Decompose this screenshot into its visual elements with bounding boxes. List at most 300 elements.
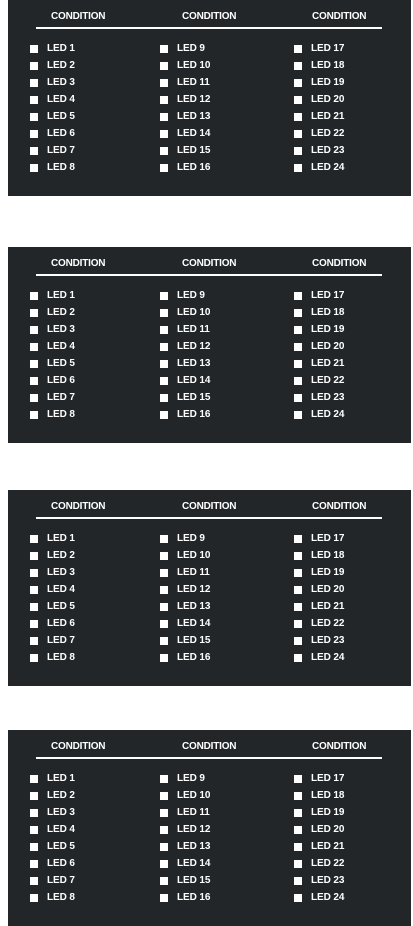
led-indicator-icon <box>294 877 302 885</box>
led-indicator-icon <box>160 326 168 334</box>
led-indicator-icon <box>160 343 168 351</box>
led-label: LED 17 <box>311 533 345 544</box>
led-label: LED 17 <box>311 773 345 784</box>
led-label: LED 11 <box>177 807 210 818</box>
led-column <box>160 530 210 666</box>
led-indicator-icon <box>294 79 302 87</box>
led-indicator-icon <box>30 843 38 851</box>
led-item <box>30 821 75 838</box>
led-item <box>294 40 344 57</box>
led-label: LED 2 <box>47 790 75 801</box>
led-indicator-icon <box>294 96 302 104</box>
led-item <box>294 125 344 142</box>
led-item <box>294 787 344 804</box>
led-item <box>160 125 210 142</box>
led-column <box>30 287 75 423</box>
led-indicator-icon <box>160 411 168 419</box>
led-indicator-icon <box>294 860 302 868</box>
led-indicator-icon <box>160 552 168 560</box>
led-indicator-icon <box>160 147 168 155</box>
led-indicator-icon <box>160 860 168 868</box>
led-indicator-icon <box>294 343 302 351</box>
led-item <box>160 787 210 804</box>
led-label: LED 13 <box>177 601 211 612</box>
condition-header: CONDITION <box>51 258 106 269</box>
led-indicator-icon <box>160 637 168 645</box>
led-item <box>30 74 75 91</box>
led-indicator-icon <box>30 326 38 334</box>
led-item <box>30 649 75 666</box>
condition-header: CONDITION <box>312 258 367 269</box>
led-indicator-icon <box>30 360 38 368</box>
led-item <box>30 632 75 649</box>
led-label: LED 4 <box>47 824 75 835</box>
led-indicator-icon <box>30 860 38 868</box>
led-label: LED 20 <box>311 584 345 595</box>
led-indicator-icon <box>160 877 168 885</box>
led-item <box>294 372 344 389</box>
led-indicator-icon <box>160 894 168 902</box>
led-label: LED 1 <box>47 290 75 301</box>
condition-header: CONDITION <box>51 741 106 752</box>
led-indicator-icon <box>294 147 302 155</box>
led-indicator-icon <box>30 809 38 817</box>
led-label: LED 23 <box>311 875 345 886</box>
led-indicator-icon <box>30 826 38 834</box>
led-indicator-icon <box>294 292 302 300</box>
led-condition-panel <box>8 730 411 926</box>
led-indicator-icon <box>160 130 168 138</box>
led-indicator-icon <box>30 394 38 402</box>
led-indicator-icon <box>30 620 38 628</box>
led-item <box>30 838 75 855</box>
condition-header: CONDITION <box>182 741 237 752</box>
led-label: LED 3 <box>47 324 75 335</box>
led-indicator-icon <box>160 792 168 800</box>
led-indicator-icon <box>30 343 38 351</box>
led-indicator-icon <box>30 569 38 577</box>
led-indicator-icon <box>30 309 38 317</box>
led-indicator-icon <box>294 113 302 121</box>
led-item <box>294 304 344 321</box>
led-indicator-icon <box>160 45 168 53</box>
led-item <box>30 108 75 125</box>
led-item <box>294 821 344 838</box>
led-indicator-icon <box>294 654 302 662</box>
led-indicator-icon <box>294 894 302 902</box>
led-item <box>160 40 210 57</box>
led-item <box>160 770 210 787</box>
led-indicator-icon <box>160 96 168 104</box>
led-indicator-icon <box>294 360 302 368</box>
led-label: LED 19 <box>311 77 345 88</box>
led-indicator-icon <box>160 603 168 611</box>
led-label: LED 1 <box>47 533 75 544</box>
led-indicator-icon <box>294 309 302 317</box>
led-label: LED 4 <box>47 94 75 105</box>
led-item <box>160 530 210 547</box>
led-label: LED 18 <box>311 60 345 71</box>
led-label: LED 18 <box>311 550 345 561</box>
led-item <box>160 159 210 176</box>
led-label: LED 9 <box>177 43 205 54</box>
led-label: LED 12 <box>177 824 211 835</box>
led-indicator-icon <box>294 603 302 611</box>
led-label: LED 5 <box>47 111 75 122</box>
led-indicator-icon <box>160 292 168 300</box>
led-item <box>294 142 344 159</box>
led-label: LED 9 <box>177 773 205 784</box>
header-divider <box>36 757 382 759</box>
led-indicator-icon <box>160 394 168 402</box>
led-label: LED 20 <box>311 824 345 835</box>
led-indicator-icon <box>294 394 302 402</box>
led-label: LED 7 <box>47 392 75 403</box>
led-label: LED 5 <box>47 358 75 369</box>
led-label: LED 19 <box>311 807 345 818</box>
led-item <box>160 855 210 872</box>
led-indicator-icon <box>160 164 168 172</box>
led-indicator-icon <box>294 569 302 577</box>
column-headers <box>8 741 411 755</box>
led-label: LED 9 <box>177 290 205 301</box>
led-label: LED 19 <box>311 567 345 578</box>
led-item <box>160 74 210 91</box>
led-label: LED 15 <box>177 392 211 403</box>
led-label: LED 5 <box>47 841 75 852</box>
column-headers <box>8 11 411 25</box>
led-label: LED 9 <box>177 533 205 544</box>
led-label: LED 12 <box>177 584 211 595</box>
led-indicator-icon <box>30 603 38 611</box>
led-item <box>30 406 75 423</box>
led-column <box>30 770 75 906</box>
led-indicator-icon <box>30 62 38 70</box>
led-item <box>160 304 210 321</box>
led-indicator-icon <box>30 147 38 155</box>
led-item <box>30 804 75 821</box>
led-indicator-icon <box>294 843 302 851</box>
led-column <box>294 287 344 423</box>
led-item <box>160 142 210 159</box>
header-divider <box>36 27 382 29</box>
led-item <box>294 287 344 304</box>
led-item <box>30 389 75 406</box>
led-item <box>160 872 210 889</box>
led-label: LED 23 <box>311 392 345 403</box>
led-indicator-icon <box>30 552 38 560</box>
led-item <box>294 355 344 372</box>
led-item <box>294 389 344 406</box>
led-label: LED 6 <box>47 858 75 869</box>
column-headers <box>8 258 411 272</box>
led-label: LED 19 <box>311 324 345 335</box>
led-label: LED 13 <box>177 111 211 122</box>
led-indicator-icon <box>294 411 302 419</box>
led-label: LED 13 <box>177 841 211 852</box>
led-indicator-icon <box>30 792 38 800</box>
led-label: LED 8 <box>47 892 75 903</box>
led-item <box>294 889 344 906</box>
led-item <box>294 57 344 74</box>
led-item <box>294 855 344 872</box>
led-label: LED 4 <box>47 341 75 352</box>
led-label: LED 3 <box>47 77 75 88</box>
led-item <box>294 91 344 108</box>
condition-header: CONDITION <box>312 11 367 22</box>
led-item <box>30 321 75 338</box>
led-item <box>160 547 210 564</box>
led-label: LED 18 <box>311 307 345 318</box>
led-label: LED 6 <box>47 375 75 386</box>
led-label: LED 22 <box>311 375 345 386</box>
led-indicator-icon <box>160 113 168 121</box>
led-indicator-icon <box>160 360 168 368</box>
led-item <box>160 632 210 649</box>
led-item <box>30 547 75 564</box>
led-item <box>160 91 210 108</box>
led-label: LED 7 <box>47 635 75 646</box>
led-item <box>294 564 344 581</box>
led-label: LED 21 <box>311 358 345 369</box>
led-label: LED 24 <box>311 652 345 663</box>
led-label: LED 8 <box>47 652 75 663</box>
led-label: LED 7 <box>47 145 75 156</box>
led-item <box>294 872 344 889</box>
led-item <box>30 91 75 108</box>
led-item <box>160 649 210 666</box>
led-indicator-icon <box>30 654 38 662</box>
led-label: LED 2 <box>47 550 75 561</box>
led-item <box>30 355 75 372</box>
led-item <box>30 287 75 304</box>
led-indicator-icon <box>294 775 302 783</box>
led-label: LED 17 <box>311 43 345 54</box>
led-indicator-icon <box>160 654 168 662</box>
led-item <box>160 821 210 838</box>
led-item <box>294 615 344 632</box>
led-label: LED 12 <box>177 341 211 352</box>
led-indicator-icon <box>160 377 168 385</box>
led-item <box>30 770 75 787</box>
led-item <box>160 57 210 74</box>
led-item <box>294 159 344 176</box>
led-indicator-icon <box>294 130 302 138</box>
led-column <box>30 530 75 666</box>
led-label: LED 1 <box>47 43 75 54</box>
led-indicator-icon <box>30 637 38 645</box>
led-indicator-icon <box>160 309 168 317</box>
led-indicator-icon <box>30 586 38 594</box>
led-item <box>294 547 344 564</box>
led-condition-panel <box>8 0 411 196</box>
led-label: LED 24 <box>311 409 345 420</box>
led-indicator-icon <box>294 164 302 172</box>
led-column <box>294 40 344 176</box>
led-indicator-icon <box>30 775 38 783</box>
led-label: LED 21 <box>311 841 345 852</box>
led-item <box>160 372 210 389</box>
led-label: LED 15 <box>177 875 211 886</box>
led-item <box>294 804 344 821</box>
condition-header: CONDITION <box>51 501 106 512</box>
led-label: LED 23 <box>311 145 345 156</box>
led-label: LED 16 <box>177 892 211 903</box>
led-item <box>294 321 344 338</box>
led-item <box>30 372 75 389</box>
led-indicator-icon <box>30 79 38 87</box>
column-headers <box>8 501 411 515</box>
led-label: LED 24 <box>311 162 345 173</box>
led-label: LED 2 <box>47 307 75 318</box>
led-column <box>30 40 75 176</box>
led-item <box>30 159 75 176</box>
led-label: LED 23 <box>311 635 345 646</box>
led-item <box>294 530 344 547</box>
led-indicator-icon <box>30 877 38 885</box>
led-item <box>30 304 75 321</box>
led-label: LED 11 <box>177 77 210 88</box>
led-label: LED 22 <box>311 618 345 629</box>
led-indicator-icon <box>30 113 38 121</box>
led-item <box>30 787 75 804</box>
led-item <box>294 581 344 598</box>
led-item <box>294 74 344 91</box>
led-indicator-icon <box>30 894 38 902</box>
led-label: LED 10 <box>177 550 211 561</box>
led-label: LED 16 <box>177 652 211 663</box>
led-indicator-icon <box>160 843 168 851</box>
led-item <box>294 108 344 125</box>
led-item <box>294 632 344 649</box>
led-label: LED 11 <box>177 324 210 335</box>
led-indicator-icon <box>294 620 302 628</box>
led-label: LED 12 <box>177 94 211 105</box>
led-item <box>160 598 210 615</box>
led-item <box>160 564 210 581</box>
led-item <box>160 615 210 632</box>
led-label: LED 14 <box>177 858 211 869</box>
led-indicator-icon <box>294 377 302 385</box>
led-condition-panel <box>8 247 411 443</box>
led-item <box>30 125 75 142</box>
led-label: LED 10 <box>177 790 211 801</box>
led-indicator-icon <box>160 826 168 834</box>
led-item <box>30 889 75 906</box>
led-indicator-icon <box>294 45 302 53</box>
led-indicator-icon <box>30 411 38 419</box>
led-item <box>30 581 75 598</box>
led-item <box>30 530 75 547</box>
led-condition-panel <box>8 490 411 686</box>
led-column <box>160 40 210 176</box>
led-label: LED 11 <box>177 567 210 578</box>
led-label: LED 3 <box>47 807 75 818</box>
led-item <box>160 838 210 855</box>
led-label: LED 18 <box>311 790 345 801</box>
led-label: LED 10 <box>177 60 211 71</box>
led-indicator-icon <box>160 62 168 70</box>
led-item <box>294 338 344 355</box>
led-item <box>160 108 210 125</box>
led-indicator-icon <box>160 775 168 783</box>
led-label: LED 15 <box>177 145 211 156</box>
led-label: LED 20 <box>311 94 345 105</box>
condition-header: CONDITION <box>182 501 237 512</box>
condition-header: CONDITION <box>182 11 237 22</box>
condition-header: CONDITION <box>182 258 237 269</box>
led-indicator-icon <box>294 62 302 70</box>
led-label: LED 17 <box>311 290 345 301</box>
led-label: LED 16 <box>177 409 211 420</box>
led-item <box>294 406 344 423</box>
led-indicator-icon <box>160 535 168 543</box>
led-item <box>160 581 210 598</box>
led-item <box>30 615 75 632</box>
led-item <box>160 889 210 906</box>
led-indicator-icon <box>294 809 302 817</box>
led-item <box>30 598 75 615</box>
led-label: LED 6 <box>47 128 75 139</box>
led-item <box>160 389 210 406</box>
led-indicator-icon <box>160 586 168 594</box>
led-label: LED 15 <box>177 635 211 646</box>
led-label: LED 21 <box>311 601 345 612</box>
led-indicator-icon <box>160 79 168 87</box>
led-item <box>30 872 75 889</box>
led-item <box>160 406 210 423</box>
led-item <box>30 338 75 355</box>
led-indicator-icon <box>294 792 302 800</box>
led-item <box>160 287 210 304</box>
led-item <box>294 649 344 666</box>
led-label: LED 4 <box>47 584 75 595</box>
led-indicator-icon <box>30 535 38 543</box>
led-column <box>160 770 210 906</box>
led-item <box>30 564 75 581</box>
header-divider <box>36 274 382 276</box>
led-label: LED 5 <box>47 601 75 612</box>
led-label: LED 7 <box>47 875 75 886</box>
led-indicator-icon <box>294 637 302 645</box>
led-indicator-icon <box>30 292 38 300</box>
condition-header: CONDITION <box>312 501 367 512</box>
led-indicator-icon <box>294 535 302 543</box>
led-indicator-icon <box>294 826 302 834</box>
led-item <box>294 838 344 855</box>
led-indicator-icon <box>30 130 38 138</box>
led-indicator-icon <box>160 569 168 577</box>
led-label: LED 22 <box>311 858 345 869</box>
led-label: LED 8 <box>47 162 75 173</box>
led-indicator-icon <box>294 552 302 560</box>
led-indicator-icon <box>294 586 302 594</box>
led-indicator-icon <box>30 164 38 172</box>
led-column <box>294 530 344 666</box>
led-label: LED 3 <box>47 567 75 578</box>
led-item <box>294 598 344 615</box>
led-indicator-icon <box>294 326 302 334</box>
led-indicator-icon <box>160 620 168 628</box>
led-item <box>30 855 75 872</box>
led-indicator-icon <box>30 45 38 53</box>
led-label: LED 14 <box>177 375 211 386</box>
led-item <box>30 57 75 74</box>
led-column <box>294 770 344 906</box>
led-label: LED 10 <box>177 307 211 318</box>
led-indicator-icon <box>160 809 168 817</box>
led-label: LED 6 <box>47 618 75 629</box>
